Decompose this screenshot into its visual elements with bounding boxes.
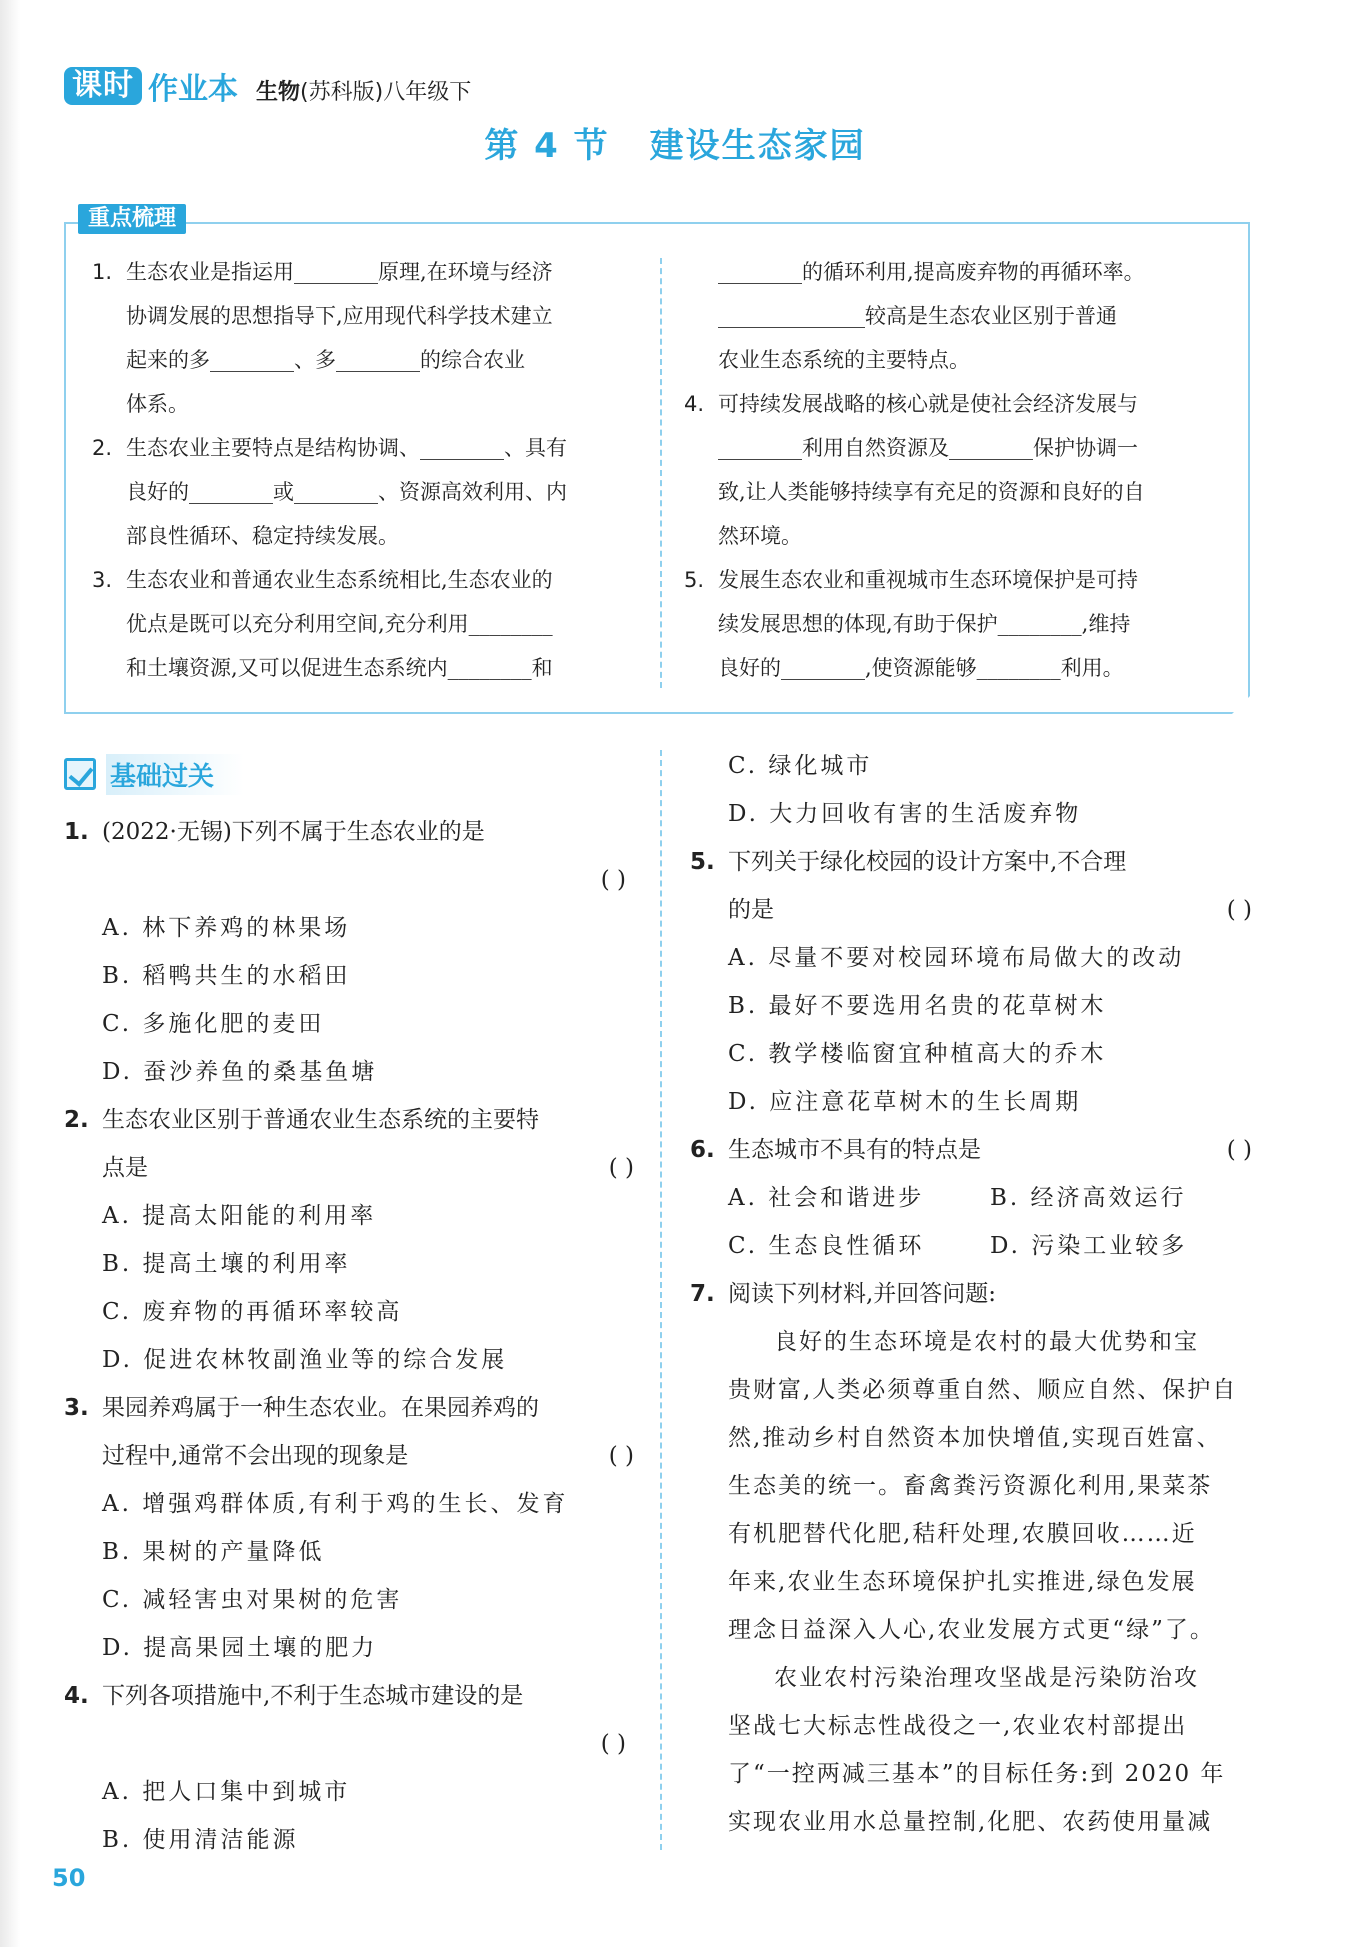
column-divider [660,750,662,1850]
question-1-option-c: C. 多施化肥的麦田 [102,1011,325,1037]
question-3-option-b: B. 果树的产量降低 [102,1539,325,1565]
key-points-tag: 重点梳理 [78,204,186,234]
question-2-stem-end: 点是 ( ) [102,1155,634,1181]
question-4-option-b: B. 使用清洁能源 [102,1827,299,1853]
question-7-paragraph-1: 良好的生态环境是农村的最大优势和宝 贵财富,人类必须尊重自然、顺应自然、保护自 然,推动乡村自然资本加快增值,实现百姓富、 生态美的统一。畜禽粪污资源化利用,果菜茶 有机肥替代化肥,秸秆处理,农膜回收……近 年来,农业生态环境保护扎实推进,绿色发展 理念日益深入人心,农业发展方式更“绿”了。 [728,1329,1238,1643]
question-1-answer-paren: ( ) [600,867,626,893]
key-points-right [684,250,1232,690]
page-title [0,118,1350,167]
questions-right-column [690,742,1252,1846]
question-3-option-d: D. 提高果园土壤的肥力 [102,1635,378,1661]
question-1-option-b: B. 稻鸭共生的水稻田 [102,963,351,989]
question-4-option-c: C. 绿化城市 [728,753,873,779]
question-3-option-c: C. 减轻害虫对果树的危害 [102,1587,403,1613]
question-5-stem: 5. 下列关于绿化校园的设计方案中,不合理 [690,849,1127,875]
logo-text: 作业本 [148,72,238,107]
question-2-stem: 2. 生态农业区别于普通农业生态系统的主要特 [64,1107,539,1133]
section-name: 建设生态家园 [649,126,866,166]
question-2-option-b: B. 提高土壤的利用率 [102,1251,351,1277]
key-point-3-continued: ________的循环利用,提高废弃物的再循环率。 ______________较高是生态农业区别于普通 农业生态系统的主要特点。 [718,260,1145,372]
question-4-option-a: A. 把人口集中到城市 [102,1779,351,1805]
basic-section-header [64,754,244,794]
question-4-answer-paren: ( ) [600,1731,626,1757]
page-number: 50 [52,1864,86,1892]
question-3-option-a: A. 增强鸡群体质,有利于鸡的生长、发育 [102,1491,569,1517]
question-4-option-d: D. 大力回收有害的生活废弃物 [728,801,1082,827]
page-shadow [0,0,20,1947]
question-1-stem: 1. (2022·无锡)下列不属于生态农业的是 [64,819,485,845]
header [64,64,471,108]
key-point-2: 2. 生态农业主要特点是结构协调、________、具有 良好的________或________、资源高效利用、内 部良性循环、稳定持续发展。 [92,436,567,548]
question-5-option-d: D. 应注意花草树木的生长周期 [728,1089,1082,1115]
questions-left-column [64,808,634,1864]
key-point-5: 5. 发展生态农业和重视城市生态环境保护是可持 续发展思想的体现,有助于保护________,维持 良好的________,使资源能够________利用。 [684,568,1138,680]
logo-badge: 课时 [64,67,142,105]
question-3-stem-end: 过程中,通常不会出现的现象是 ( ) [102,1443,634,1469]
question-6-options-row-1: A. 社会和谐进步 B. 经济高效运行 [728,1185,1187,1211]
key-points-left [92,250,632,690]
question-1-option-d: D. 蚕沙养鱼的桑基鱼塘 [102,1059,378,1085]
checkbox-icon [64,758,96,790]
basic-section-label: 基础过关 [106,754,244,795]
key-points-divider [660,258,662,688]
question-1-option-a: A. 林下养鸡的林果场 [102,915,351,941]
question-7-stem: 7. 阅读下列材料,并回答问题: [690,1281,997,1307]
question-3-stem: 3. 果园养鸡属于一种生态农业。在果园养鸡的 [64,1395,539,1421]
question-7-paragraph-2: 农业农村污染治理攻坚战是污染防治攻 坚战七大标志性战役之一,农业农村部提出 了“一控两减三基本”的目标任务:到 2020 年 实现农业用水总量控制,化肥、农药使用量减 [728,1665,1226,1835]
question-5-stem-end: 的是 ( ) [728,897,1252,923]
question-2-option-d: D. 促进农林牧副渔业等的综合发展 [102,1347,508,1373]
question-2-option-c: C. 废弃物的再循环率较高 [102,1299,403,1325]
question-5-option-a: A. 尽量不要对校园环境布局做大的改动 [728,945,1185,971]
key-point-3: 3. 生态农业和普通农业生态系统相比,生态农业的 优点是既可以充分利用空间,充分利用________ 和土壤资源,又可以促进生态系统内________和 [92,568,553,680]
question-2-option-a: A. 提高太阳能的利用率 [102,1203,377,1229]
question-4-stem: 4. 下列各项措施中,不利于生态城市建设的是 [64,1683,524,1709]
subject-label: 生物(苏科版)八年级下 [256,79,472,105]
question-6-options-row-2: C. 生态良性循环 D. 污染工业较多 [728,1233,1188,1259]
key-point-4: 4. 可持续发展战略的核心就是使社会经济发展与 ________利用自然资源及________保护协调一 致,让人类能够持续享有充足的资源和良好的自 然环境。 [684,392,1145,548]
question-5-option-b: B. 最好不要选用名贵的花草树木 [728,993,1107,1019]
question-5-option-c: C. 教学楼临窗宜种植高大的乔木 [728,1041,1107,1067]
question-6-stem: 6. 生态城市不具有的特点是 ( ) [690,1137,1252,1163]
key-point-1: 1. 生态农业是指运用________原理,在环境与经济 协调发展的思想指导下,应用现代科学技术建立 起来的多________、多________的综合农业 体系。 [92,260,553,416]
section-number: 第 4 节 [484,126,610,166]
